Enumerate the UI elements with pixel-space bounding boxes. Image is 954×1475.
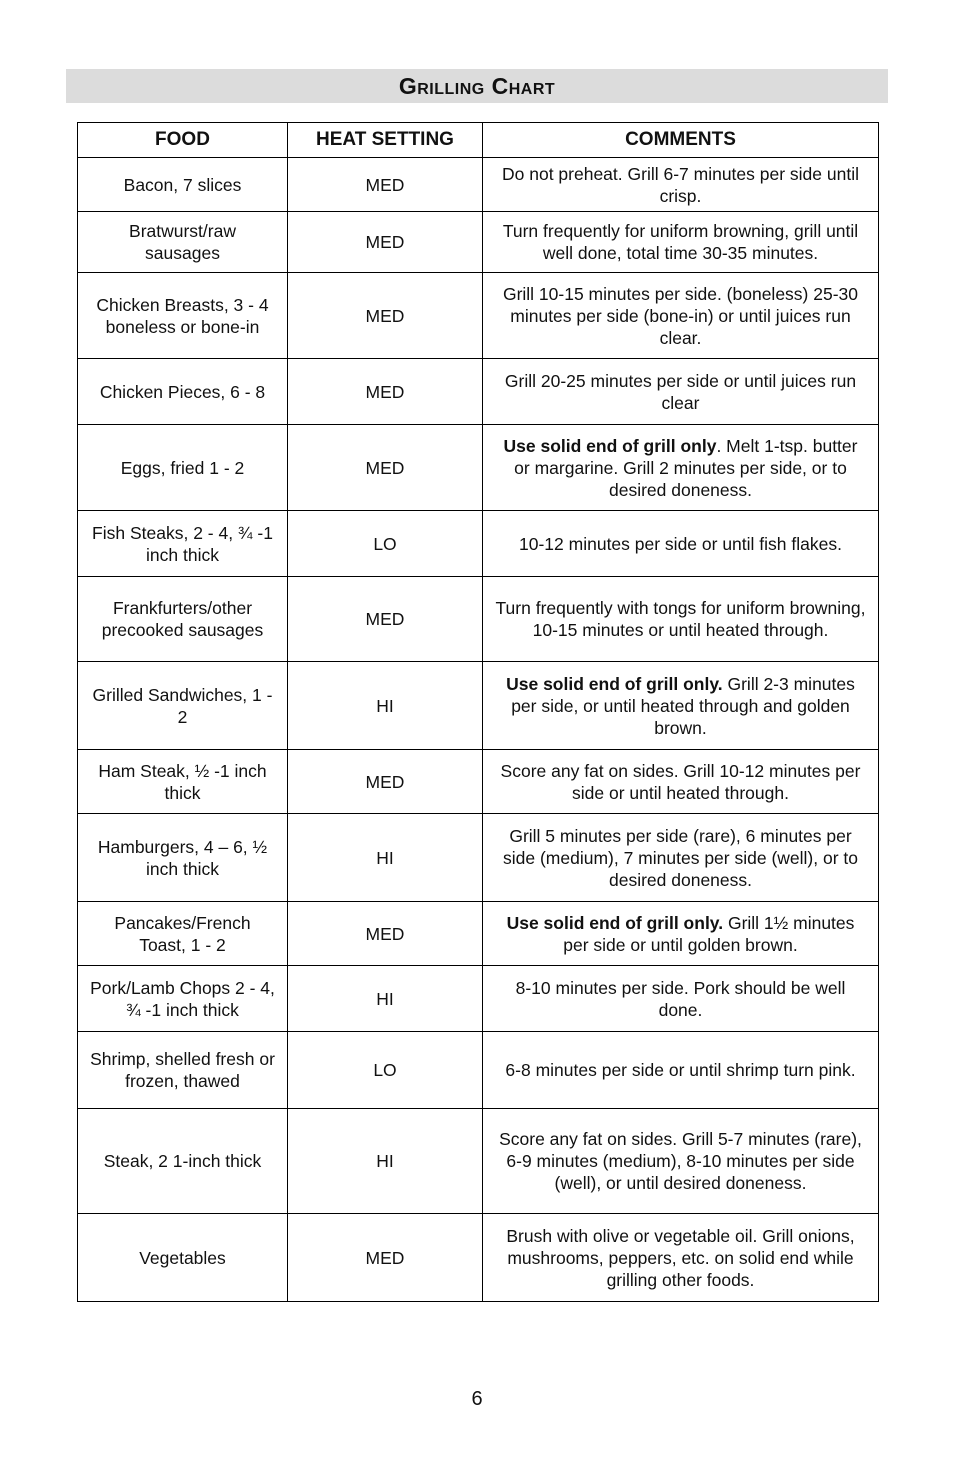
comment-bold: Use solid end of grill only. — [506, 912, 724, 933]
heat-cell: MED — [288, 158, 483, 212]
comment-cell — [483, 902, 879, 966]
heat-cell: MED — [288, 273, 483, 359]
heat-cell: HI — [288, 814, 483, 902]
header-comments: COMMENTS — [483, 123, 879, 158]
food-cell: Bratwurst/raw sausages — [78, 212, 288, 273]
heat-cell: HI — [288, 1109, 483, 1214]
comment-cell — [483, 966, 879, 1032]
table-row — [78, 1109, 879, 1214]
heat-cell: MED — [288, 577, 483, 662]
heat-cell: MED — [288, 425, 483, 511]
table-row — [78, 577, 879, 662]
page-title: Grilling Chart — [398, 72, 556, 99]
comment-bold: Use solid end of grill only. — [506, 673, 723, 694]
food-cell: Hamburgers, 4 – 6, ½ inch thick — [78, 814, 288, 902]
comment-text: 8-10 minutes per side. Pork should be well done. — [515, 977, 846, 1020]
comment-text: 10-12 minutes per side or until fish flakes. — [519, 533, 842, 554]
heat-cell: MED — [288, 212, 483, 273]
heat-cell: MED — [288, 902, 483, 966]
heat-cell: LO — [288, 511, 483, 577]
comment-bold: Use solid end of grill only — [503, 435, 717, 456]
title-bar — [66, 69, 888, 103]
comment-cell — [483, 212, 879, 273]
heat-cell: HI — [288, 966, 483, 1032]
table-row — [78, 662, 879, 750]
comment-cell — [483, 750, 879, 814]
heat-cell: MED — [288, 359, 483, 425]
comment-text: Brush with olive or vegetable oil. Grill onions, mushrooms, peppers, etc. on solid end while grilling other foods. — [506, 1225, 855, 1290]
food-cell: Fish Steaks, 2 - 4, ¾ -1 inch thick — [78, 511, 288, 577]
comment-cell — [483, 814, 879, 902]
comment-cell — [483, 662, 879, 750]
comment-text: 6-8 minutes per side or until shrimp turn pink. — [505, 1060, 856, 1080]
food-cell: Frankfurters/other precooked sausages — [78, 577, 288, 662]
food-cell: Eggs, fried 1 - 2 — [78, 425, 288, 511]
header-food: FOOD — [78, 123, 288, 158]
food-cell: Chicken Breasts, 3 - 4 boneless or bone-in — [78, 273, 288, 359]
comment-cell — [483, 158, 879, 212]
comment-text: Do not preheat. Grill 6-7 minutes per side until crisp. — [502, 163, 859, 206]
food-cell: Bacon, 7 slices — [78, 158, 288, 212]
table-row — [78, 425, 879, 511]
table-row — [78, 1214, 879, 1302]
header-row — [78, 123, 879, 158]
food-cell: Vegetables — [78, 1214, 288, 1302]
comment-cell — [483, 359, 879, 425]
heat-cell: HI — [288, 662, 483, 750]
food-cell: Pork/Lamb Chops 2 - 4, ¾ -1 inch thick — [78, 966, 288, 1032]
comment-cell — [483, 273, 879, 359]
heat-cell: LO — [288, 1032, 483, 1109]
comment-cell — [483, 1032, 879, 1109]
table-row — [78, 158, 879, 212]
comment-cell — [483, 1109, 879, 1214]
food-cell: Steak, 2 1-inch thick — [78, 1109, 288, 1214]
table-row — [78, 212, 879, 273]
comment-text: Score any fat on sides. Grill 5-7 minutes (rare), 6-9 minutes (medium), 8-10 minutes per side (well), or until desired doneness. — [499, 1129, 862, 1193]
comment-text: Score any fat on sides. Grill 10-12 minutes per side or until heated through. — [500, 760, 861, 803]
heat-cell: MED — [288, 750, 483, 814]
food-cell: Ham Steak, ½ -1 inch thick — [78, 750, 288, 814]
comment-text: Turn frequently with tongs for uniform browning, 10-15 minutes or until heated through. — [495, 598, 866, 640]
comment-text: . Melt 1-tsp. butter or margarine. Grill 2 minutes per side, or to desired doneness. — [514, 435, 858, 500]
food-cell: Pancakes/French Toast, 1 - 2 — [78, 902, 288, 966]
comment-cell — [483, 577, 879, 662]
comment-text: Grill 10-15 minutes per side. (boneless) 25-30 minutes per side (bone-in) or until juices run clear. — [502, 283, 859, 348]
table-row — [78, 902, 879, 966]
food-cell: Shrimp, shelled fresh or frozen, thawed — [78, 1032, 288, 1109]
comment-cell — [483, 511, 879, 577]
table-row — [78, 359, 879, 425]
food-cell: Chicken Pieces, 6 - 8 — [78, 359, 288, 425]
header-heat-setting: HEAT SETTING — [288, 123, 483, 158]
table-row — [78, 814, 879, 902]
comment-text: Grill 20-25 minutes per side or until juices run clear — [504, 370, 857, 413]
grilling-chart-table — [77, 122, 879, 1302]
comment-text: Grill 1½ minutes per side or until golden brown. — [563, 912, 855, 955]
comment-cell — [483, 425, 879, 511]
food-cell: Grilled Sandwiches, 1 - 2 — [78, 662, 288, 750]
comment-text: Turn frequently for uniform browning, grill until well done, total time 30-35 minutes. — [502, 221, 859, 263]
table-row — [78, 273, 879, 359]
table-row — [78, 966, 879, 1032]
heat-cell: MED — [288, 1214, 483, 1302]
comment-text: Grill 5 minutes per side (rare), 6 minutes per side (medium), 7 minutes per side (well), or to desired doneness. — [503, 825, 858, 890]
table-row — [78, 750, 879, 814]
page-number: 6 — [471, 1388, 483, 1410]
table-row — [78, 1032, 879, 1109]
table-row — [78, 511, 879, 577]
comment-text: Grill 2-3 minutes per side, or until heated through and golden brown. — [511, 673, 855, 738]
comment-cell — [483, 1214, 879, 1302]
